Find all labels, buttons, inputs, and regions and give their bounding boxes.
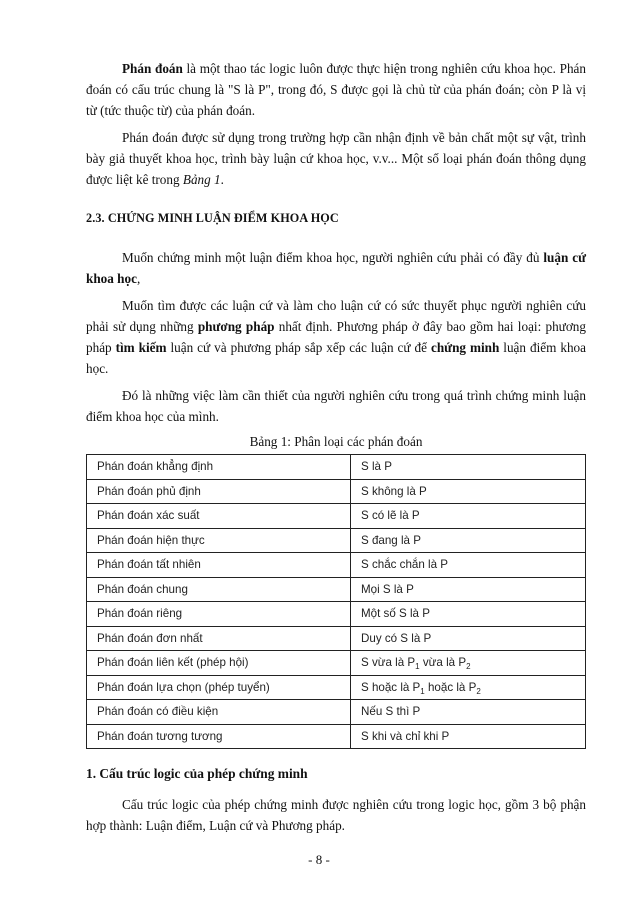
table-cell-form: Duy có S là P [351, 626, 586, 651]
paragraph-text: Phán đoán được sử dụng trong trường hợp cần nhận định về bản chất một sự vật, trình bày giả thuyết khoa học, trình bày luận cứ khoa học, v.v... Một số loại phán đoán thông dụng được liệt kê trong [86, 130, 586, 187]
paragraph-text: Muốn chứng minh một luận điểm khoa học, người nghiên cứu phải có đầy đủ [122, 250, 544, 265]
table-row [87, 528, 586, 553]
term-tim-kiem: tìm kiếm [115, 340, 167, 355]
table-row [87, 675, 586, 700]
paragraph-judgment-definition [86, 58, 586, 121]
table-row [87, 602, 586, 627]
term-phuong-phap: phương pháp [197, 319, 275, 334]
table-cell-form: Nếu S thì P [351, 700, 586, 725]
table-reference: Bảng 1 [182, 172, 221, 187]
paragraph-judgment-usage: Phán đoán được sử dụng trong trường hợp cần nhận định về bản chất một sự vật, trình bày giả thuyết khoa học, trình bày luận cứ khoa học, v.v... Một số loại phán đoán thông dụng được liệt kê trong Bảng 1. [86, 130, 586, 187]
table-cell-form: S đang là P [351, 528, 586, 553]
table-cell-type: Phán đoán tương tương [87, 724, 351, 749]
table-row [87, 724, 586, 749]
paragraph-proof-structure: Cấu trúc logic của phép chứng minh được nghiên cứu trong logic học, gồm 3 bộ phận hợp thành: Luận điểm, Luận cứ và Phương pháp. [86, 797, 586, 833]
table-row [87, 553, 586, 578]
paragraph-methods: Muốn tìm được các luận cứ và làm cho luận cứ có sức thuyết phục người nghiên cứu phải sử dụng những phương pháp nhất định. Phương pháp ở đây bao gồm hai loại: phương pháp tìm kiếm luận cứ và phương pháp sắp xếp các luận cứ để chứng minh luận điểm khoa học. [86, 298, 586, 376]
term-luan-cu: luận cứ khoa học [86, 250, 586, 286]
table-cell-form: Một số S là P [351, 602, 586, 627]
table-row [87, 455, 586, 480]
table-cell-type: Phán đoán chung [87, 577, 351, 602]
table-cell-form: S vừa là $P_1$ vừa là $P_2$ [351, 651, 586, 676]
subheading: 1. Cấu trúc logic của phép chứng minh [86, 766, 308, 781]
table-caption: Bảng 1: Phân loại các phán đoán [249, 434, 423, 449]
table-row [87, 479, 586, 504]
paragraph-proof-requirement: Muốn chứng minh một luận điểm khoa học, người nghiên cứu phải có đầy đủ luận cứ khoa học, [86, 250, 586, 286]
table-cell-form: S không là P [351, 479, 586, 504]
table-cell-type: Phán đoán có điều kiện [87, 700, 351, 725]
table-row [87, 700, 586, 725]
table-cell-form: S chắc chắn là P [351, 553, 586, 578]
table-cell-form: S là P [351, 455, 586, 480]
table-cell-form: S có lẽ là P [351, 504, 586, 529]
table-cell-type: Phán đoán lựa chọn (phép tuyển) [87, 675, 351, 700]
term-chung-minh: chứng minh [430, 340, 500, 355]
table-cell-type: Phán đoán liên kết (phép hội) [87, 651, 351, 676]
table-cell-form: S hoặc là $P_1$ hoặc là $P_2$ [351, 675, 586, 700]
table-cell-type: Phán đoán đơn nhất [87, 626, 351, 651]
page-number: - 8 - [308, 852, 330, 867]
table-row [87, 651, 586, 676]
table-row [87, 504, 586, 529]
table-cell-type: Phán đoán riêng [87, 602, 351, 627]
table-cell-type: Phán đoán khẳng định [87, 455, 351, 480]
paragraph-text: là một thao tác logic luôn được thực hiện trong nghiên cứu khoa học. Phán đoán có cấu trúc chung là "S là P", trong đó, S được gọi là chủ từ của phán đoán; còn P là vị từ (tức thuộc từ) của phán đoán. [86, 61, 586, 118]
table-cell-type: Phán đoán tất nhiên [87, 553, 351, 578]
judgment-types-table [86, 454, 586, 749]
table-cell-type: Phán đoán phủ định [87, 479, 351, 504]
term-phan-doan: Phán đoán [122, 61, 183, 76]
paragraph-researcher-tasks: Đó là những việc làm cần thiết của người nghiên cứu trong quá trình chứng minh luận điểm khoa học của mình. [86, 388, 586, 424]
table-cell-type: Phán đoán hiện thực [87, 528, 351, 553]
page-body [86, 58, 586, 836]
table-row [87, 626, 586, 651]
table-row [87, 577, 586, 602]
table-cell-form: Mọi S là P [351, 577, 586, 602]
table-cell-type: Phán đoán xác suất [87, 504, 351, 529]
table-cell-form: S khi và chỉ khi P [351, 724, 586, 749]
section-heading: 2.3. CHỨNG MINH LUẬN ĐIỂM KHOA HỌC [86, 211, 339, 225]
